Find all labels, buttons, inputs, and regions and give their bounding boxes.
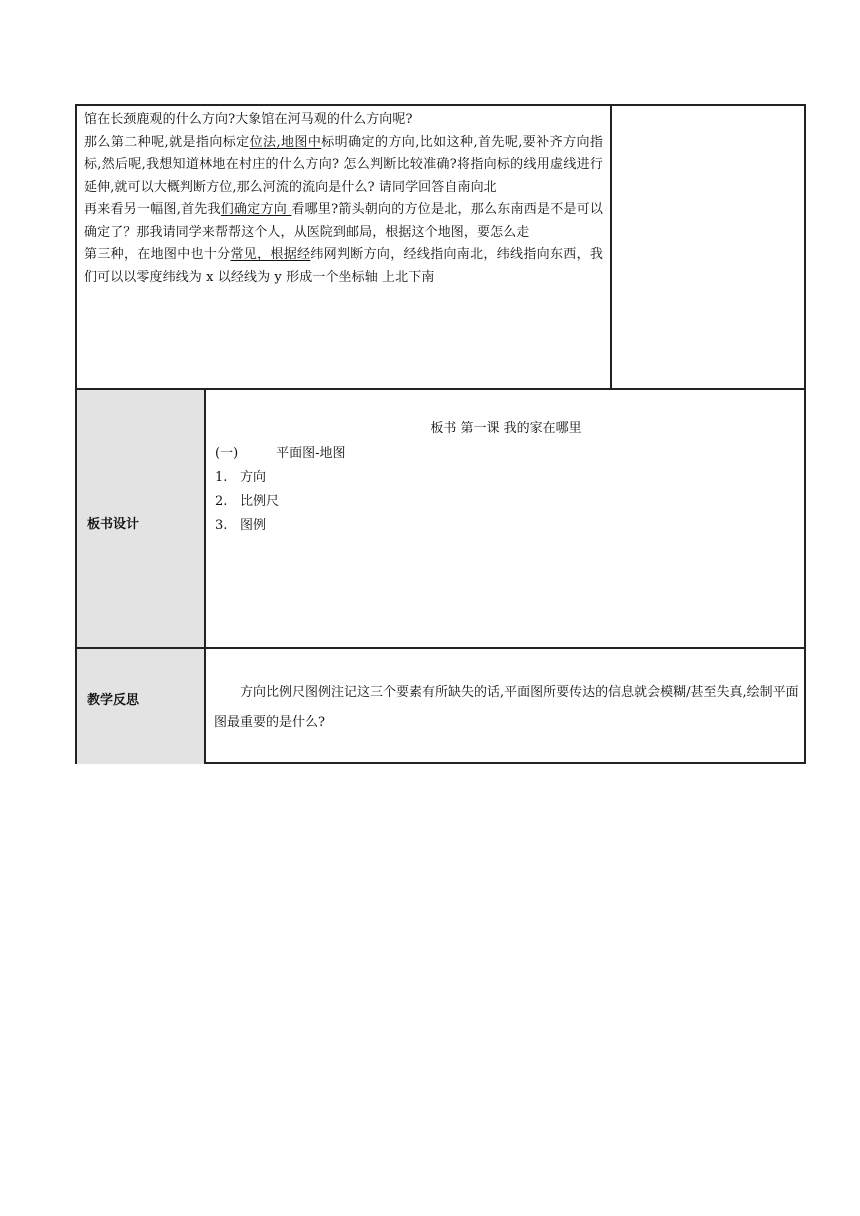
- underlined-text: 位法,地图中: [249, 134, 322, 150]
- lesson-paragraph: [84, 199, 603, 244]
- board-title: 板书 第一课 我的家在哪里: [430, 421, 582, 436]
- paragraph-text: 标明确定的方向,比如这种,首先呢,要补齐方向指标,然后呢,我想知道林地在村庄的什么方向? 怎么判断比较准确?将指向标的线用虚线进行延伸,就可以大概判断方位,那么河流的流向是什么? 请同学回答自南向北: [84, 134, 604, 195]
- board-section-number: (一): [215, 446, 239, 461]
- board-item-text: 图例: [240, 518, 267, 533]
- paragraph-text: 看哪里?箭头朝向的方位是北，那么东南西是不是可以确定了？那我请同学来帮帮这个人，从医院到邮局，根据这个地图，要怎么走: [84, 202, 604, 240]
- paragraph-text: 馆在长颈鹿观的什么方向?大象馆在河马观的什么方向呢?: [84, 112, 413, 127]
- lesson-paragraph: [84, 244, 603, 289]
- notes-cell: [612, 106, 806, 390]
- paragraph-text: 第三种，在地图中也十分: [84, 247, 231, 262]
- reflection-label-cell: [77, 649, 206, 764]
- paragraph-text: 再来看另一幅图,首先我: [84, 202, 221, 217]
- board-item-text: 方向: [240, 470, 267, 485]
- board-item: [215, 466, 266, 485]
- teaching-process-cell: [77, 106, 612, 390]
- board-design-label: 板书设计: [87, 517, 140, 532]
- lesson-paragraph: [84, 132, 603, 200]
- board-section-heading: [215, 442, 346, 461]
- reflection-text: 方向比例尺图例注记这三个要素有所缺失的话,平面图所要传达的信息就会模糊/甚至失真,绘制平面图最重要的是什么?: [214, 685, 799, 730]
- paragraph-text: 那么第二种呢,就是指向标定: [84, 134, 250, 150]
- underlined-text: 常见，根据经: [230, 247, 311, 262]
- lesson-plan-table: [75, 104, 806, 764]
- board-section-text: 平面图-地图: [276, 446, 346, 461]
- board-item-number: 1.: [215, 470, 228, 485]
- board-design-label-cell: [77, 390, 206, 649]
- board-item: [215, 514, 266, 533]
- reflection-cell: [206, 649, 806, 764]
- paragraph-text: 纬网判断方向，经线指向南北，纬线指向东西，我们可以以零度纬线为 x 以经线为 y 形成一个坐标轴 上北下南: [84, 247, 604, 285]
- board-item-number: 2.: [215, 494, 228, 509]
- lesson-paragraph: [84, 109, 603, 132]
- reflection-label: 教学反思: [87, 693, 140, 708]
- board-item: [215, 490, 279, 509]
- underlined-text: 们确定方向: [220, 202, 292, 217]
- board-item-number: 3.: [215, 518, 228, 533]
- board-item-text: 比例尺: [240, 494, 280, 509]
- board-design-cell: [206, 390, 806, 649]
